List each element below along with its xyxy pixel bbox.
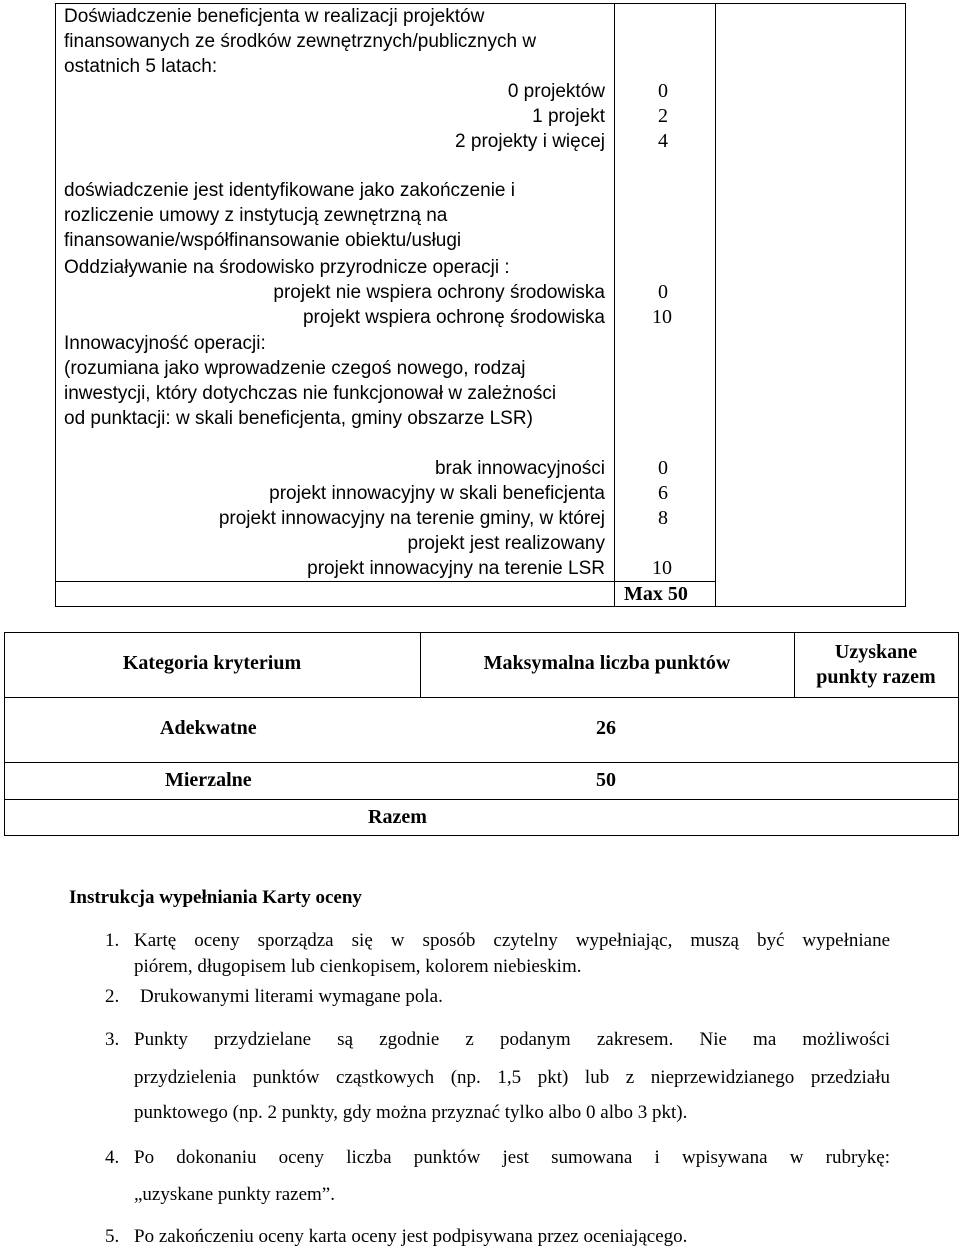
instructions-title: Instrukcja wypełniania Karty oceny bbox=[69, 887, 362, 908]
row-max-points: 26 bbox=[596, 717, 616, 739]
innovation-option-points: 10 bbox=[652, 557, 672, 579]
experience-title-line-3: ostatnich 5 latach: bbox=[64, 56, 218, 77]
environment-option-label: projekt nie wspiera ochrony środowiska bbox=[273, 282, 605, 303]
experience-note-line-3: finansowanie/współfinansowanie obiektu/usługi bbox=[64, 230, 462, 251]
innovation-option-points: 8 bbox=[658, 507, 668, 529]
innovation-option-label: projekt innowacyjny na terenie gminy, w której bbox=[218, 508, 605, 529]
row-category: Adekwatne bbox=[160, 717, 257, 739]
innovation-option-label: projekt innowacyjny w skali beneficjenta bbox=[269, 483, 605, 504]
experience-option-points: 0 bbox=[658, 80, 668, 102]
list-item-number: 2. bbox=[105, 986, 120, 1007]
list-item-number: 1. bbox=[105, 930, 120, 951]
header-obtained-line-2: punkty razem bbox=[816, 666, 936, 688]
innovation-option-points: 0 bbox=[658, 457, 668, 479]
innovation-description-line-3: od punktacji: w skali beneficjenta, gminy obszarze LSR) bbox=[64, 408, 533, 429]
experience-option-points: 2 bbox=[658, 105, 668, 127]
experience-option-label: 2 projekty i więcej bbox=[455, 131, 605, 152]
experience-note-line-1: doświadczenie jest identyfikowane jako zakończenie i bbox=[64, 180, 515, 201]
innovation-description-line-2: inwestycji, który dotychczas nie funkcjonował w zależności bbox=[64, 383, 557, 404]
environment-option-points: 10 bbox=[652, 306, 672, 328]
list-item-line: Po dokonaniu oceny liczba punktów jest sumowana i wpisywana w rubrykę: bbox=[134, 1147, 890, 1168]
environment-option-label: projekt wspiera ochronę środowiska bbox=[302, 307, 605, 328]
list-item-line: Drukowanymi literami wymagane pola. bbox=[140, 986, 443, 1007]
list-item-line: przydzielenia punktów cząstkowych (np. 1,5 pkt) lub z nieprzewidzianego przedziału bbox=[134, 1067, 890, 1088]
experience-option-points: 4 bbox=[658, 130, 668, 152]
max-total-label: Max 50 bbox=[624, 583, 688, 605]
list-item-line: „uzyskane punkty razem”. bbox=[134, 1184, 335, 1205]
innovation-title: Innowacyjność operacji: bbox=[64, 333, 266, 354]
experience-title-line-1: Doświadczenie beneficjenta w realizacji projektów bbox=[64, 6, 485, 27]
header-category: Kategoria kryterium bbox=[122, 652, 302, 674]
environment-title: Oddziaływanie na środowisko przyrodnicze operacji : bbox=[64, 257, 510, 278]
list-item-number: 5. bbox=[105, 1226, 120, 1247]
list-item-line: Po zakończeniu oceny karta oceny jest podpisywana przez oceniającego. bbox=[134, 1226, 688, 1247]
experience-option-label: 1 projekt bbox=[532, 106, 605, 127]
list-item-line: piórem, długopisem lub cienkopisem, kolorem niebieskim. bbox=[134, 956, 582, 977]
header-obtained-line-1: Uzyskane bbox=[834, 641, 918, 663]
innovation-option-label: brak innowacyjności bbox=[434, 458, 605, 479]
innovation-option-label: projekt jest realizowany bbox=[407, 533, 605, 554]
row-max-points: 50 bbox=[596, 769, 616, 791]
list-item-line: Kartę oceny sporządza się w sposób czytelny wypełniając, muszą być wypełniane bbox=[134, 930, 890, 951]
row-category: Mierzalne bbox=[165, 769, 252, 791]
innovation-description-line-1: (rozumiana jako wprowadzenie czegoś nowego, rodzaj bbox=[64, 358, 526, 379]
list-item-number: 4. bbox=[105, 1147, 120, 1168]
experience-option-label: 0 projektów bbox=[507, 81, 605, 102]
experience-title-line-2: finansowanych ze środków zewnętrznych/publicznych w bbox=[64, 31, 537, 52]
header-max-points: Maksymalna liczba punktów bbox=[483, 652, 731, 674]
list-item-line: punktowego (np. 2 punkty, gdy można przyznać tylko albo 0 albo 3 pkt). bbox=[134, 1102, 688, 1123]
list-item-number: 3. bbox=[105, 1029, 120, 1050]
list-item-line: Punkty przydzielane są zgodnie z podanym zakresem. Nie ma możliwości bbox=[134, 1029, 890, 1050]
experience-note-line-2: rozliczenie umowy z instytucją zewnętrzną na bbox=[64, 205, 448, 226]
innovation-option-points: 6 bbox=[658, 482, 668, 504]
environment-option-points: 0 bbox=[658, 281, 668, 303]
innovation-option-label: projekt innowacyjny na terenie LSR bbox=[307, 558, 605, 579]
total-label: Razem bbox=[368, 806, 427, 828]
